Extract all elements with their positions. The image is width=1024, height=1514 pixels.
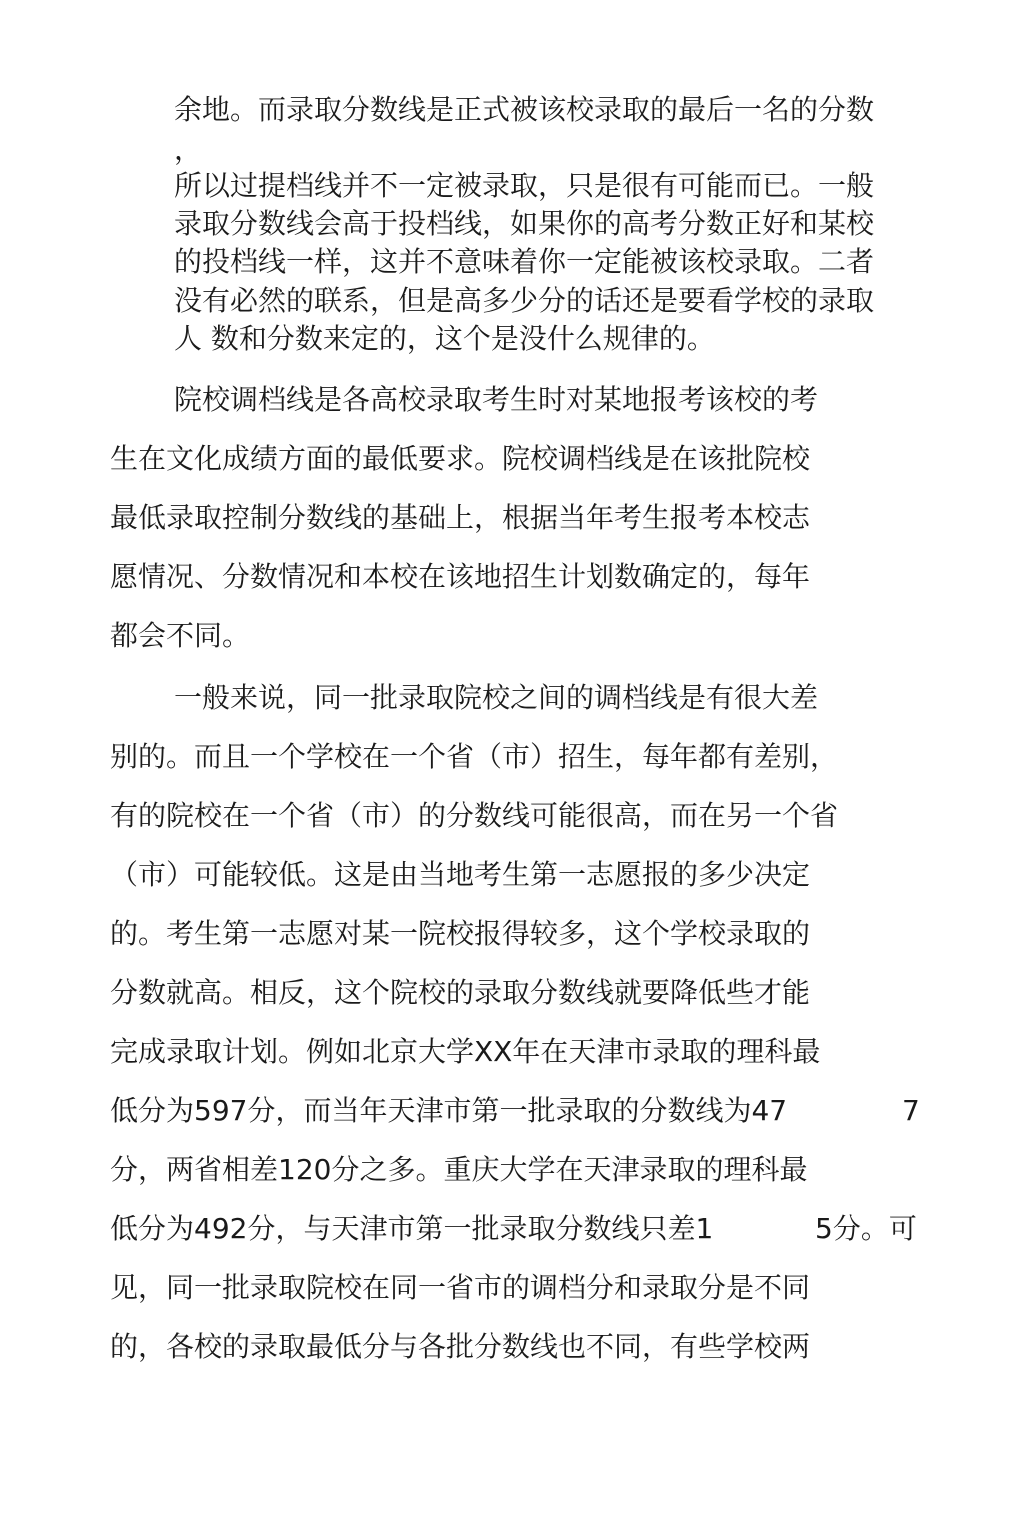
text-line: 完成录取计划。例如北京大学XX年在天津市录取的理科最 [110,1035,821,1068]
text-line: 的。考生第一志愿对某一院校报得较多，这个学校录取的 [110,917,811,950]
text-line: 都会不同。 [110,619,251,652]
text-line: ， [174,133,203,166]
text-line: 见，同一批录取院校在同一省市的调档分和录取分是不同 [110,1271,811,1304]
text-line: 分，两省相差120分之多。重庆大学在天津录取的理科最 [110,1153,808,1186]
text-line: 分数就高。相反，这个院校的录取分数线就要降低些才能 [110,976,811,1009]
text-line: 最低录取控制分数线的基础上，根据当年考生报考本校志 [110,501,811,534]
text-line: 别的。而且一个学校在一个省（市）招生，每年都有差别， [110,740,839,773]
text-line: 的，各校的录取最低分与各批分数线也不同，有些学校两 [110,1330,811,1363]
text-line: 人 数和分数来定的，这个是没什么规律的。 [174,322,715,355]
text-line: 录取分数线会高于投档线，如果你的高考分数正好和某校 [174,207,875,240]
text-line: 没有必然的联系，但是高多少分的话还是要看学校的录取 [174,284,875,317]
text-line: 低分为597分，而当年天津市第一批录取的分数线为47 [110,1094,788,1127]
text-line-tail: 5分。可 [815,1212,917,1245]
text-line-tail: 7 [902,1094,920,1127]
text-line: 所以过提档线并不一定被录取，只是很有可能而已。一般 [174,169,875,202]
paragraph-first-line: 院校调档线是各高校录取考生时对某地报考该校的考 [174,383,819,416]
text-line: 生在文化成绩方面的最低要求。院校调档线是在该批院校 [110,442,811,475]
text-line: 有的院校在一个省（市）的分数线可能很高，而在另一个省 [110,799,839,832]
text-line: 愿情况、分数情况和本校在该地招生计划数确定的，每年 [110,560,811,593]
text-line: 的投档线一样，这并不意味着你一定能被该校录取。二者 [174,245,875,278]
text-line: （市）可能较低。这是由当地考生第一志愿报的多少决定 [110,858,811,891]
text-line: 余地。而录取分数线是正式被该校录取的最后一名的分数 [174,93,875,126]
text-line: 低分为492分，与天津市第一批录取分数线只差1 [110,1212,714,1245]
paragraph-first-line: 一般来说，同一批录取院校之间的调档线是有很大差 [174,681,819,714]
